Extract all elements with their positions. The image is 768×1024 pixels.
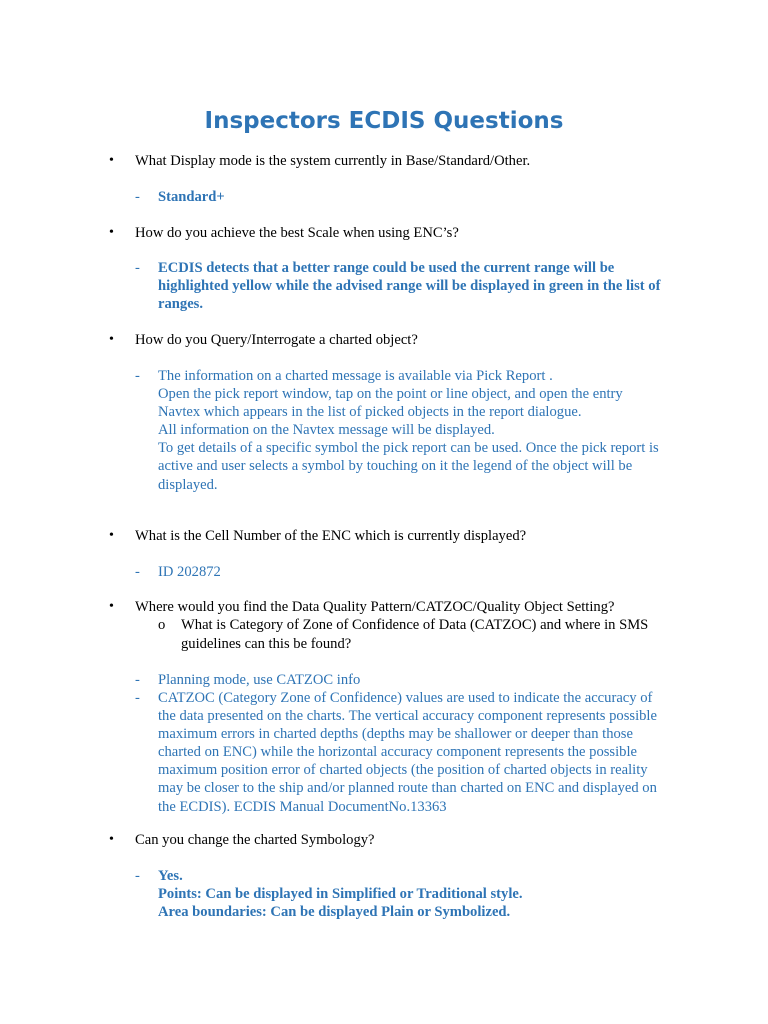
dash-icon: -: [135, 868, 140, 884]
answer-line: active and user selects a symbol by touching on it the legend of the object will be: [158, 458, 633, 475]
dash-icon: -: [135, 189, 140, 205]
answer-line: Area boundaries: Can be displayed Plain or Symbolized.: [158, 904, 511, 921]
bullet-icon: •: [109, 528, 114, 543]
answer-line: ranges.: [158, 296, 203, 313]
answer-line: highlighted yellow while the advised range will be displayed in green in the list of: [158, 278, 661, 295]
answer-line: To get details of a specific symbol the pick report can be used. Once the pick report is: [158, 440, 659, 457]
bullet-icon: •: [109, 153, 114, 168]
answer-line: Points: Can be displayed in Simplified or Traditional style.: [158, 886, 523, 903]
document-title: Inspectors ECDIS Questions: [204, 108, 564, 134]
question-cell-number: [109, 527, 695, 545]
answer-line: CATZOC (Category Zone of Confidence) values are used to indicate the accuracy of: [158, 690, 653, 706]
answer-line: ECDIS detects that a better range could be used the current range will be: [158, 260, 615, 276]
question-text: What Display mode is the system currently in Base/Standard/Other.: [135, 153, 531, 169]
dash-icon: -: [135, 368, 140, 384]
answer-line: may be closer to the ship and/or planned route than charted on ENC and displayed on: [158, 780, 657, 797]
dash-icon: -: [135, 564, 140, 580]
answer-line: the ECDIS). ECDIS Manual DocumentNo.13363: [158, 798, 447, 815]
question-text: Where would you find the Data Quality Pattern/CATZOC/Quality Object Setting?: [135, 599, 615, 615]
question-text: How do you Query/Interrogate a charted object?: [135, 332, 418, 348]
question-text: What is the Cell Number of the ENC which is currently displayed?: [135, 528, 527, 544]
answer-line: Standard+: [158, 189, 225, 205]
question-data-quality: [109, 598, 695, 616]
dash-icon: -: [135, 672, 140, 688]
answer-line: displayed.: [158, 476, 218, 493]
answer-cell-number: [135, 563, 698, 581]
bullet-icon: •: [109, 225, 114, 240]
bullet-icon: •: [109, 599, 114, 614]
answer-line: ID 202872: [158, 564, 221, 580]
sub-bullet-icon: o: [158, 617, 166, 633]
sub-question-line: What is Category of Zone of Confidence of Data (CATZOC) and where in SMS: [181, 617, 649, 633]
question-symbology: [109, 831, 695, 849]
bullet-icon: •: [109, 832, 114, 847]
answer-line: the data presented on the charts. The vertical accuracy component represents possible: [158, 708, 657, 725]
answer-line: All information on the Navtex message will be displayed.: [158, 422, 495, 439]
answer-line: charted on ENC) while the horizontal accuracy component represents the possible: [158, 744, 637, 761]
dash-icon: -: [135, 690, 140, 706]
question-display-mode: [109, 152, 695, 170]
sub-question-catzoc: [158, 616, 701, 655]
question-best-scale: [109, 224, 695, 242]
bullet-icon: •: [109, 332, 114, 347]
question-text: Can you change the charted Symbology?: [135, 832, 375, 848]
answer-line: Planning mode, use CATZOC info: [158, 672, 361, 688]
answer-query-object: [135, 367, 698, 494]
answer-symbology: [135, 867, 698, 921]
sub-question-line: guidelines can this be found?: [181, 636, 352, 653]
question-text: How do you achieve the best Scale when using ENC’s?: [135, 225, 459, 241]
answer-display-mode: [135, 188, 698, 206]
answer-line: The information on a charted message is available via Pick Report .: [158, 368, 553, 384]
answer-catzoc-planning: [135, 671, 698, 689]
answer-best-scale: [135, 259, 698, 313]
answer-line: Navtex which appears in the list of picked objects in the report dialogue.: [158, 404, 582, 421]
answer-line: maximum position error of charted objects (the position of charted objects in reality: [158, 762, 648, 779]
answer-line: Open the pick report window, tap on the point or line object, and open the entry: [158, 386, 623, 403]
answer-line: Yes.: [158, 868, 183, 884]
answer-line: maximum errors in charted depths (depths may be shallower or deeper than those: [158, 726, 633, 743]
question-query-object: [109, 331, 695, 349]
dash-icon: -: [135, 260, 140, 276]
answer-catzoc-definition: [135, 689, 698, 816]
